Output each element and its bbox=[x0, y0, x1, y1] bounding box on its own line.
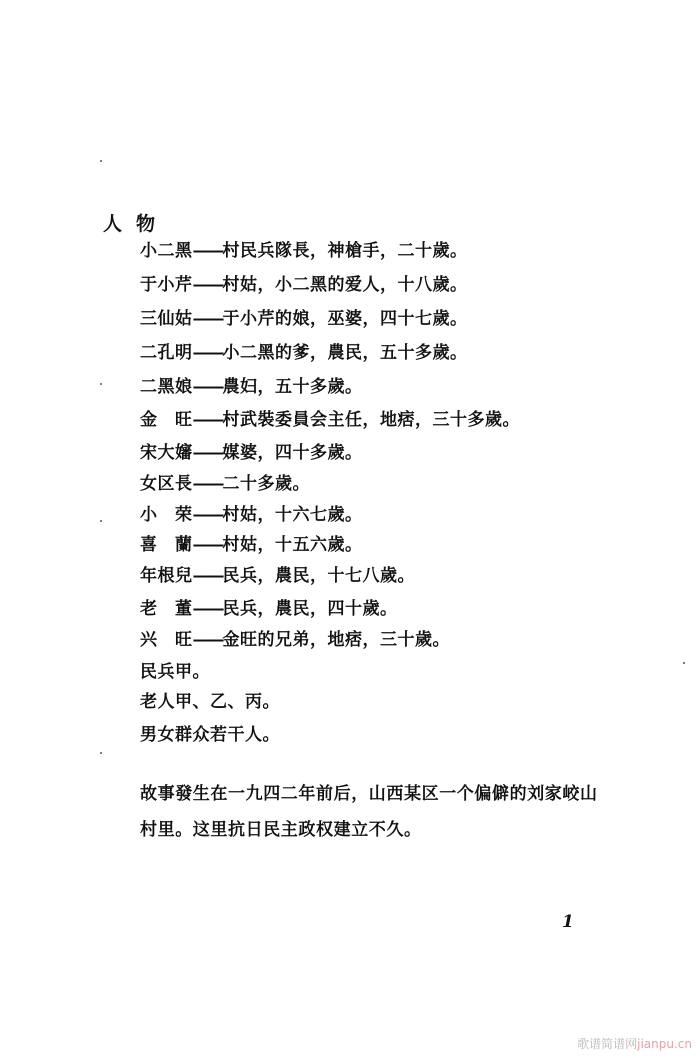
cast-description: 民兵，農民，四十歲。 bbox=[222, 599, 398, 619]
cast-description: 村姑，小二黑的爱人，十八歲。 bbox=[222, 275, 468, 295]
cast-row bbox=[140, 438, 363, 463]
cast-description: 村民兵隊長，神槍手，二十歲。 bbox=[222, 241, 468, 261]
cast-row bbox=[140, 530, 363, 555]
cast-description: 于小芹的娘，巫婆，四十七歲。 bbox=[222, 309, 468, 329]
cast-dash: —— bbox=[192, 241, 223, 261]
cast-name: 二黑娘 bbox=[140, 377, 193, 397]
cast-row bbox=[140, 372, 363, 397]
cast-row bbox=[140, 594, 398, 619]
cast-row bbox=[140, 500, 363, 525]
cast-description: 村姑，十六七歲。 bbox=[222, 505, 363, 525]
cast-name: 男女群众若干人。 bbox=[140, 725, 280, 745]
cast-name: 老人甲、乙、丙。 bbox=[140, 692, 280, 712]
cast-dash: —— bbox=[192, 309, 223, 329]
cast-name: 宋大嬸 bbox=[140, 443, 193, 463]
site-watermark bbox=[577, 1035, 692, 1052]
cast-description: 小二黑的爹，農民，五十多歲。 bbox=[222, 343, 468, 363]
cast-name: 年根兒 bbox=[140, 566, 193, 586]
scan-speck bbox=[100, 160, 102, 162]
cast-dash: —— bbox=[192, 535, 223, 555]
cast-row bbox=[140, 687, 280, 712]
cast-heading: 人物 bbox=[103, 213, 170, 235]
cast-name: 于小芹 bbox=[140, 275, 193, 295]
cast-row bbox=[140, 270, 468, 295]
cast-name: 金 旺 bbox=[140, 410, 193, 430]
cast-description: 農妇，五十多歲。 bbox=[222, 377, 363, 397]
cast-row bbox=[140, 625, 450, 650]
setting-paragraph: 故事發生在一九四二年前后，山西某区一个偏僻的刘家峧山村里。这里抗日民主政权建立不久。 bbox=[140, 784, 598, 840]
cast-name: 女区長 bbox=[140, 474, 193, 494]
cast-description: 媒婆，四十多歲。 bbox=[222, 443, 363, 463]
cast-dash: —— bbox=[192, 377, 223, 397]
scan-speck bbox=[100, 752, 102, 754]
cast-name: 二孔明 bbox=[140, 343, 193, 363]
cast-name: 喜 蘭 bbox=[140, 535, 193, 555]
scan-speck bbox=[683, 662, 685, 664]
cast-dash: —— bbox=[192, 566, 223, 586]
watermark-en: jianpu.cn bbox=[637, 1037, 692, 1051]
cast-name: 小二黑 bbox=[140, 241, 193, 261]
cast-row bbox=[140, 304, 468, 329]
scan-speck bbox=[100, 520, 102, 522]
cast-description: 金旺的兄弟，地痞，三十歲。 bbox=[222, 630, 450, 650]
cast-description: 民兵，農民，十七八歲。 bbox=[222, 566, 415, 586]
cast-description: 村姑，十五六歲。 bbox=[222, 535, 363, 555]
cast-description: 村武裝委員会主任，地痞，三十多歲。 bbox=[222, 410, 520, 430]
cast-dash: —— bbox=[192, 505, 223, 525]
cast-row bbox=[140, 469, 310, 494]
cast-dash: —— bbox=[192, 474, 223, 494]
cast-row bbox=[140, 338, 468, 363]
page-number: 1 bbox=[562, 912, 574, 932]
cast-dash: —— bbox=[192, 410, 223, 430]
cast-dash: —— bbox=[192, 343, 223, 363]
cast-row bbox=[140, 720, 280, 745]
watermark-cn: 歌谱简谱网 bbox=[577, 1037, 638, 1051]
cast-row bbox=[140, 236, 468, 261]
scan-speck bbox=[100, 383, 102, 385]
cast-name: 老 董 bbox=[140, 599, 193, 619]
cast-name: 小 荣 bbox=[140, 505, 193, 525]
cast-row bbox=[140, 405, 520, 430]
cast-name: 三仙姑 bbox=[140, 309, 193, 329]
cast-row bbox=[140, 657, 210, 682]
cast-dash: —— bbox=[192, 630, 223, 650]
cast-dash: —— bbox=[192, 599, 223, 619]
cast-description: 二十多歲。 bbox=[222, 474, 310, 494]
cast-dash: —— bbox=[192, 443, 223, 463]
cast-name: 民兵甲。 bbox=[140, 662, 210, 682]
cast-row bbox=[140, 561, 415, 586]
cast-name: 兴 旺 bbox=[140, 630, 193, 650]
cast-dash: —— bbox=[192, 275, 223, 295]
